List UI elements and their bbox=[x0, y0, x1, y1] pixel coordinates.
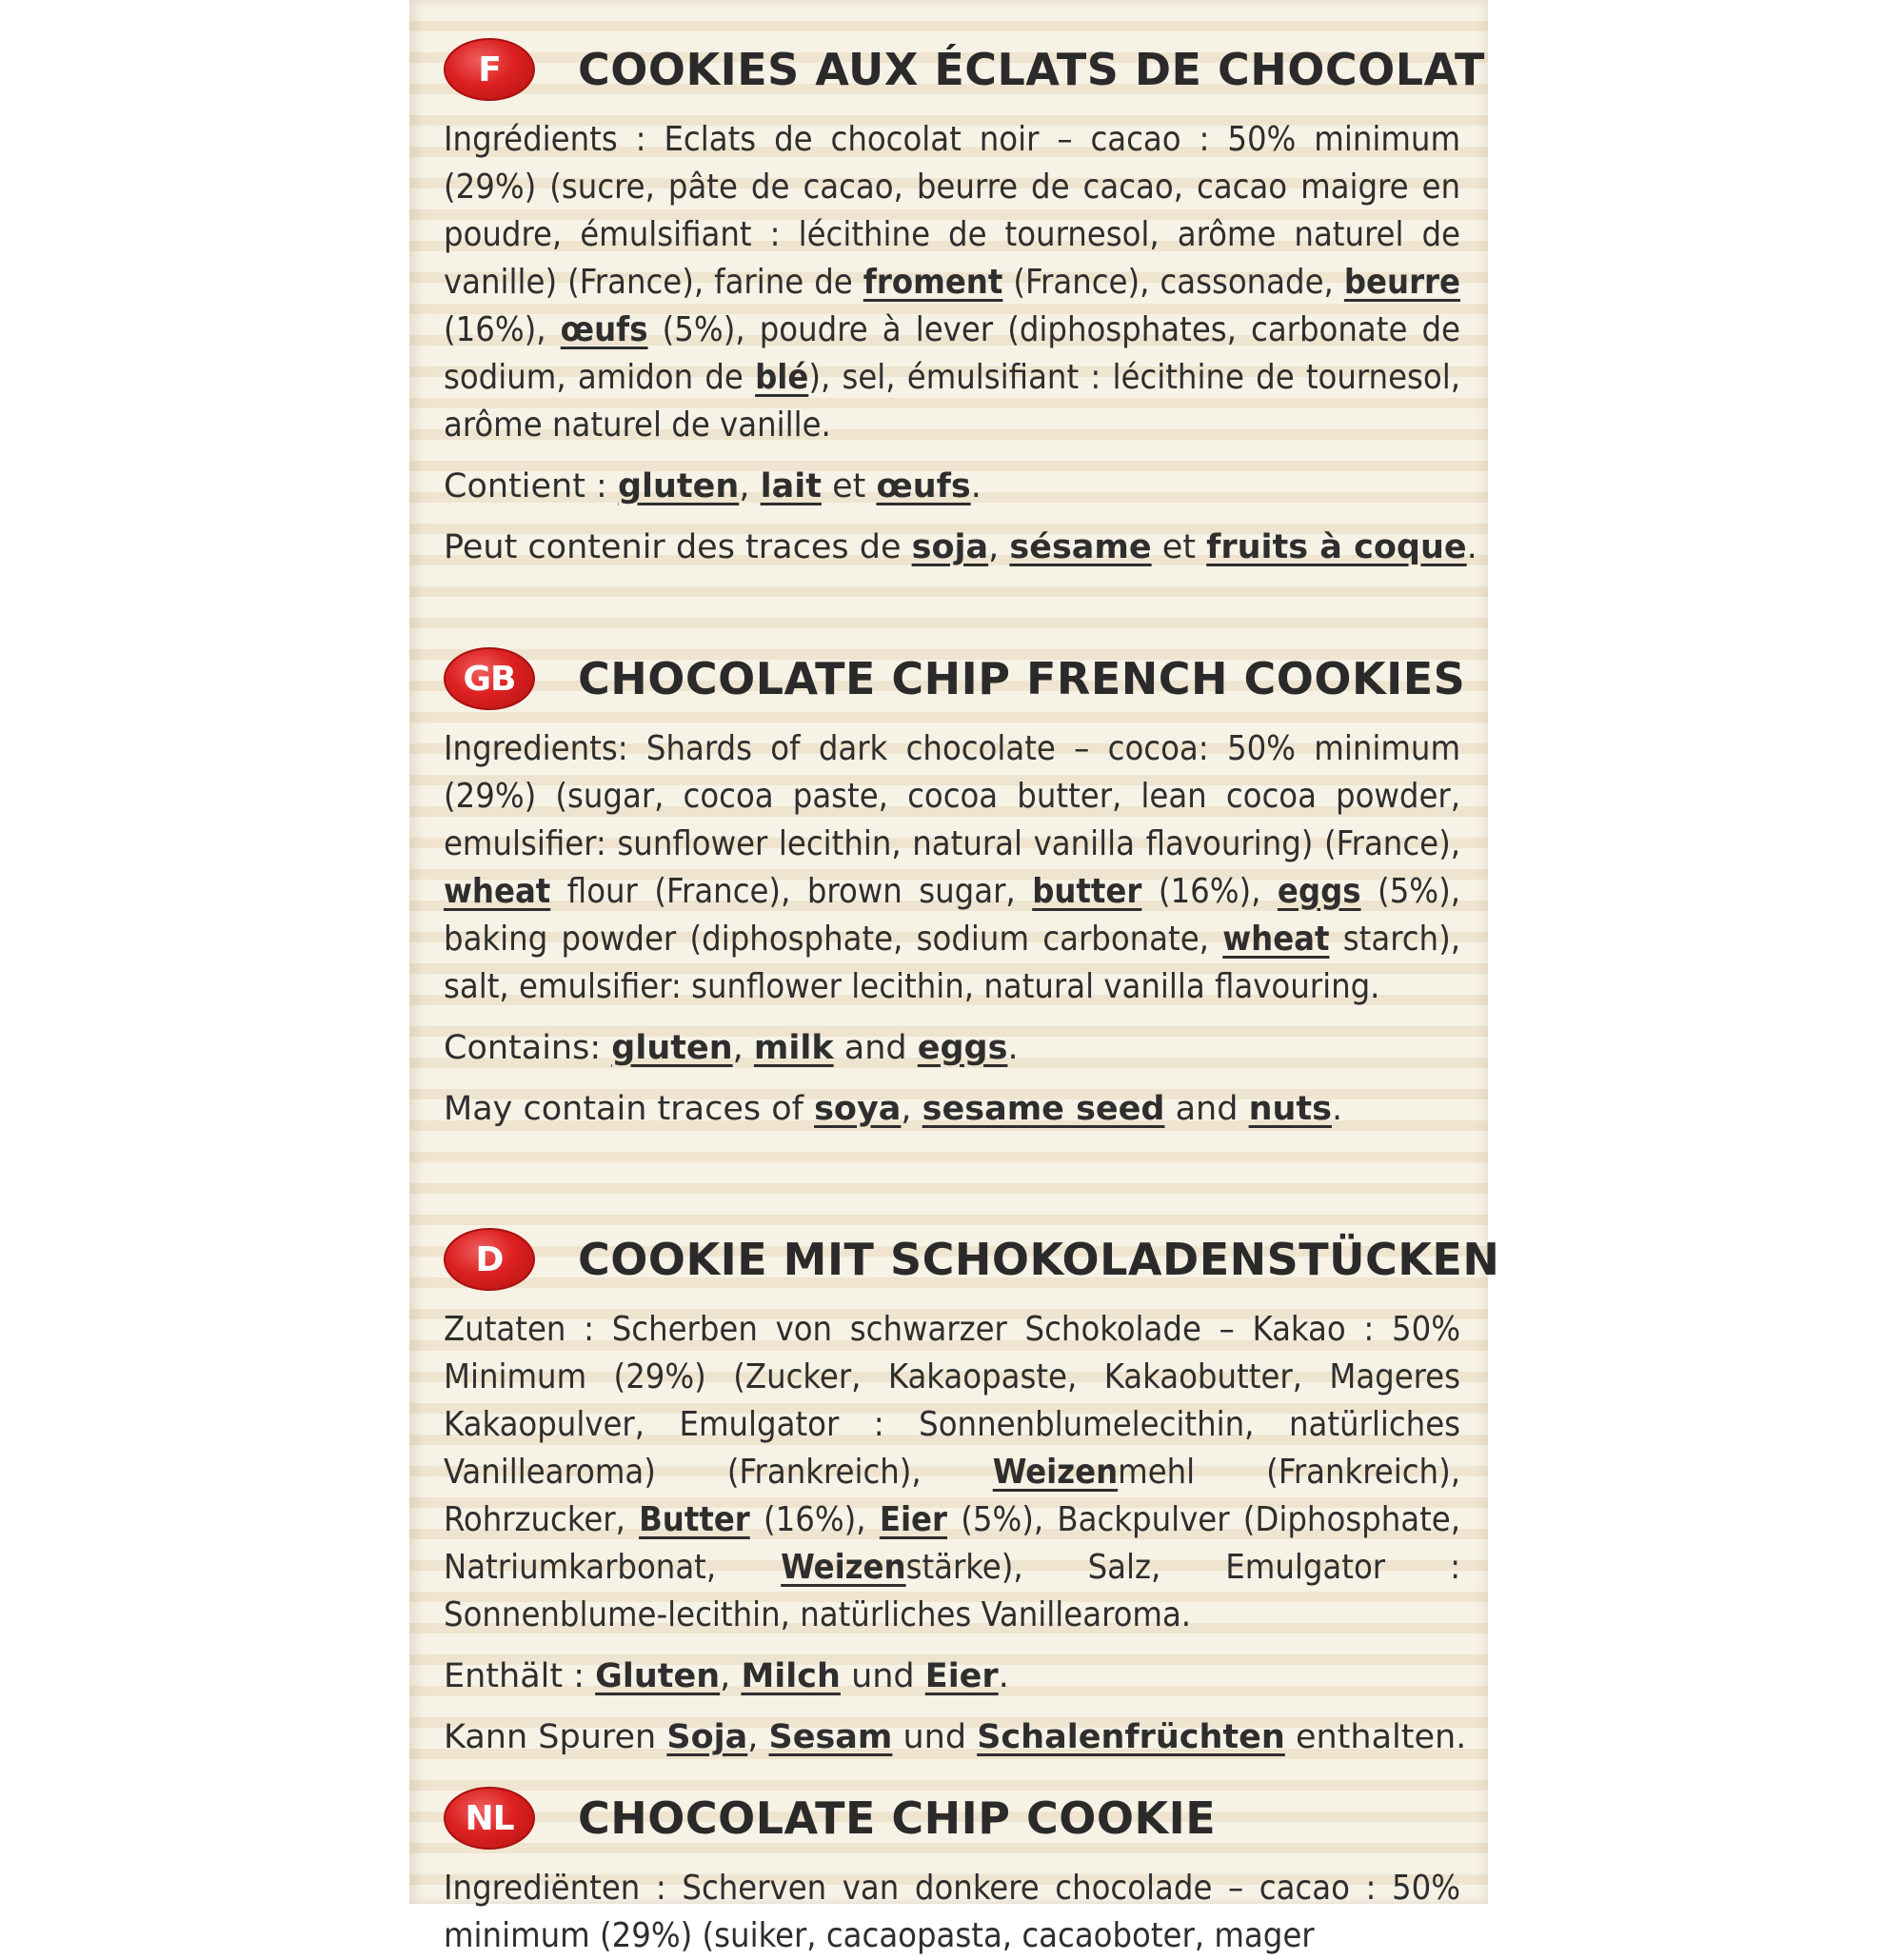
ingredients-text bbox=[444, 1306, 1460, 1639]
allergen-word: sésame bbox=[1009, 528, 1152, 566]
contains-segment: and bbox=[833, 1029, 918, 1067]
ingredients-segment: ), sel, émulsifiant : lécithine de tournesol, arôme naturel de vanille. bbox=[444, 358, 1460, 445]
contains-line bbox=[444, 1653, 1460, 1700]
allergen-word: lait bbox=[760, 467, 822, 505]
ingredients-segment: (16%), bbox=[1141, 872, 1278, 911]
section-dutch bbox=[444, 1775, 1460, 1960]
contains-segment: Enthält : bbox=[444, 1657, 596, 1695]
allergen-word: Eier bbox=[924, 1657, 999, 1695]
ingredients-segment: Zutaten : Scherben von schwarzer Schokolade – Kakao : 50% Minimum (29%) (Zucker, Kakaopaste, Kakaobutter, Mageres Kakaopulver, Emulgator : Sonnenblumelecithin, natürliches Vanillearoma) (Frankreich), bbox=[444, 1310, 1460, 1492]
traces-segment: Peut contenir des traces de bbox=[444, 528, 912, 566]
ingredients-segment: flour (France), brown sugar, bbox=[550, 872, 1033, 911]
allergen-word: Sesam bbox=[768, 1718, 893, 1756]
section-german bbox=[444, 1217, 1500, 1761]
traces-segment: and bbox=[1164, 1090, 1249, 1128]
contains-segment: und bbox=[840, 1657, 925, 1695]
traces-segment: und bbox=[892, 1718, 978, 1756]
traces-line bbox=[444, 1713, 1467, 1761]
contains-segment: . bbox=[998, 1657, 1009, 1695]
allergen-word: Schalenfrüchten bbox=[977, 1718, 1285, 1756]
allergen-word: nuts bbox=[1248, 1090, 1332, 1128]
traces-line bbox=[444, 524, 1478, 571]
contains-line bbox=[444, 463, 1460, 510]
allergen-word: eggs bbox=[917, 1029, 1008, 1067]
allergen-word: wheat bbox=[1222, 920, 1330, 959]
allergen-word: Milch bbox=[741, 1657, 841, 1695]
allergen-word: blé bbox=[755, 358, 809, 397]
contains-segment: , bbox=[720, 1657, 742, 1695]
language-badge: NL bbox=[444, 1787, 535, 1850]
contains-segment: Contient : bbox=[444, 467, 618, 505]
traces-segment: . bbox=[1466, 528, 1478, 566]
ingredients-segment: Ingredients: Shards of dark chocolate – cocoa: 50% minimum (29%) (sugar, cocoa paste, cocoa butter, lean cocoa powder, emulsifier: sunflower lecithin, natural vanilla flavouring) (France), bbox=[444, 729, 1460, 863]
allergen-word: milk bbox=[753, 1029, 834, 1067]
ingredients-segment: mehl (Frankreich), Rohrzucker, bbox=[444, 1453, 1460, 1539]
section-header bbox=[444, 1775, 1460, 1861]
section-title: COOKIE MIT SCHOKOLADENSTÜCKEN bbox=[578, 1234, 1500, 1285]
section-header bbox=[444, 636, 1466, 722]
traces-segment: , bbox=[988, 528, 1010, 566]
allergen-word: œufs bbox=[560, 310, 648, 349]
section-header bbox=[444, 27, 1485, 112]
ingredients-segment: (5%), poudre à lever (diphosphates, carbonate de sodium, amidon de bbox=[444, 310, 1460, 397]
ingredients-segment: stärke), Salz, Emulgator : Sonnenblume-lecithin, natürliches Vanillearoma. bbox=[444, 1548, 1460, 1634]
allergen-word: beurre bbox=[1343, 263, 1460, 302]
allergen-word: gluten bbox=[611, 1029, 733, 1067]
traces-segment: , bbox=[901, 1090, 922, 1128]
section-title: CHOCOLATE CHIP FRENCH COOKIES bbox=[578, 653, 1466, 704]
ingredients-segment: (16%), bbox=[444, 310, 561, 349]
ingredients-text bbox=[444, 725, 1460, 1011]
allergen-word: œufs bbox=[876, 467, 971, 505]
ingredients-segment: (France), cassonade, bbox=[1002, 263, 1344, 302]
traces-segment: et bbox=[1151, 528, 1207, 566]
traces-segment: enthalten. bbox=[1284, 1718, 1467, 1756]
allergen-word: Butter bbox=[639, 1500, 750, 1539]
allergen-word: soya bbox=[814, 1090, 902, 1128]
ingredients-segment: (5%), Backpulver (Diphosphate, Natriumkarbonat, bbox=[444, 1500, 1460, 1587]
allergen-word: soja bbox=[911, 528, 989, 566]
ingredients-segment: (5%), baking powder (diphosphate, sodium carbonate, bbox=[444, 872, 1460, 959]
traces-segment: , bbox=[747, 1718, 769, 1756]
language-badge: GB bbox=[444, 647, 535, 710]
ingredients-segment: starch), salt, emulsifier: sunflower lecithin, natural vanilla flavouring. bbox=[444, 920, 1460, 1006]
ingredients-segment: Ingrediënten : Scherven van donkere chocolade – cacao : 50% minimum (29%) (suiker, cacaopasta, cacaoboter, mager bbox=[444, 1869, 1460, 1955]
ingredients-segment: (16%), bbox=[749, 1500, 880, 1539]
traces-segment: . bbox=[1331, 1090, 1343, 1128]
allergen-word: eggs bbox=[1277, 872, 1361, 911]
ingredients-segment: Ingrédients : Eclats de chocolat noir – cacao : 50% minimum (29%) (sucre, pâte de cacao, beurre de cacao, cacao maigre en poudre, émulsifiant : lécithine de tournesol, arôme naturel de vanille) (France), farine de bbox=[444, 120, 1460, 302]
contains-segment: et bbox=[821, 467, 877, 505]
contains-segment: , bbox=[732, 1029, 754, 1067]
contains-segment: . bbox=[1007, 1029, 1019, 1067]
allergen-word: Gluten bbox=[595, 1657, 721, 1695]
contains-line bbox=[444, 1024, 1460, 1072]
allergen-word: wheat bbox=[444, 872, 551, 911]
allergen-word: Soja bbox=[666, 1718, 748, 1756]
allergen-word: fruits à coque bbox=[1206, 528, 1467, 566]
allergen-word: butter bbox=[1032, 872, 1142, 911]
allergen-word: Weizen bbox=[992, 1453, 1119, 1492]
traces-segment: Kann Spuren bbox=[444, 1718, 667, 1756]
allergen-word: Weizen bbox=[781, 1548, 906, 1587]
ingredients-text bbox=[444, 1865, 1460, 1960]
traces-segment: May contain traces of bbox=[444, 1090, 815, 1128]
section-title: COOKIES AUX ÉCLATS DE CHOCOLAT bbox=[578, 44, 1485, 95]
section-title: CHOCOLATE CHIP COOKIE bbox=[578, 1792, 1217, 1844]
traces-line bbox=[444, 1085, 1460, 1133]
allergen-word: froment bbox=[863, 263, 1003, 302]
contains-segment: . bbox=[970, 467, 982, 505]
section-english bbox=[444, 636, 1466, 1133]
section-french bbox=[444, 27, 1485, 571]
allergen-word: sesame seed bbox=[922, 1090, 1165, 1128]
contains-segment: , bbox=[739, 467, 761, 505]
package-label bbox=[409, 0, 1500, 1955]
ingredients-text bbox=[444, 116, 1460, 449]
section-header bbox=[444, 1217, 1500, 1302]
language-badge: F bbox=[444, 38, 535, 101]
contains-segment: Contains: bbox=[444, 1029, 612, 1067]
allergen-word: Eier bbox=[879, 1500, 947, 1539]
language-badge: D bbox=[444, 1228, 535, 1291]
allergen-word: gluten bbox=[617, 467, 740, 505]
